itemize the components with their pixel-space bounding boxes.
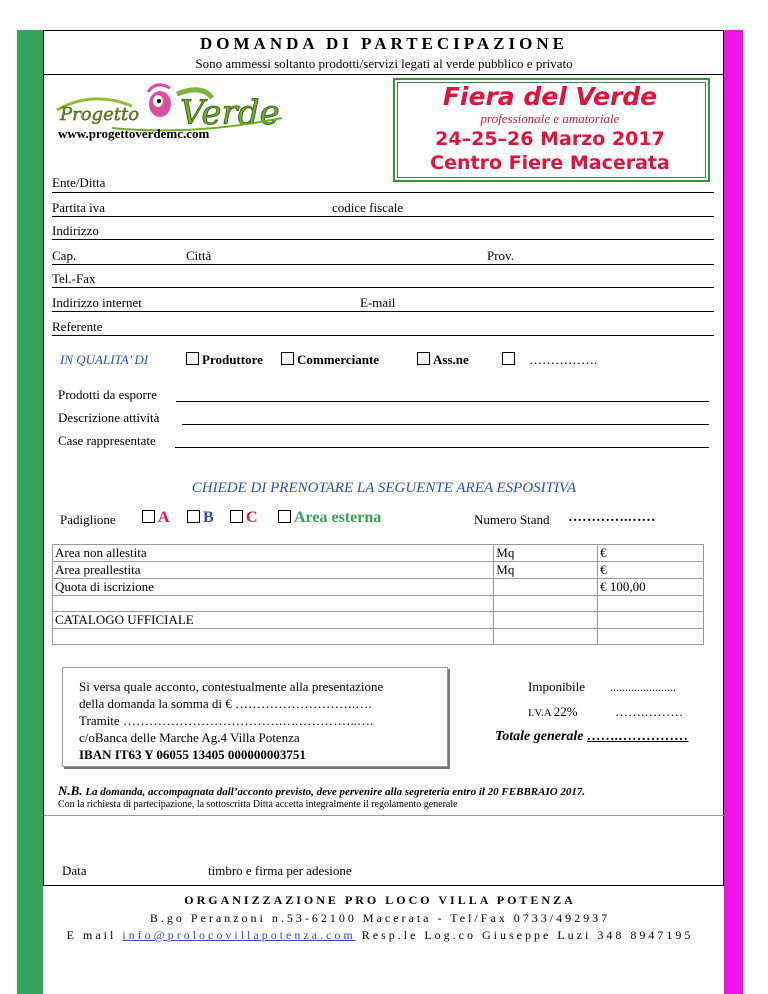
partita-iva-field[interactable] (52, 216, 714, 217)
table-cell[interactable]: Quota di iscrizione (53, 579, 494, 596)
prov-label: Prov. (487, 248, 514, 263)
table-cell[interactable] (494, 612, 598, 629)
signature-label[interactable]: timbro e firma per adesione (208, 863, 352, 878)
table-cell[interactable]: Mq (494, 562, 598, 579)
indirizzo-label: Indirizzo (52, 223, 99, 238)
nb-note: N.B. La domanda, accompagnata dall’acconto previsto, deve pervenire alla segreteria entro il 20 FEBBRAIO 2017. (58, 783, 586, 798)
totale-row (495, 729, 689, 745)
qualita-row (60, 352, 720, 370)
totale-field[interactable]: …….…………… (587, 729, 689, 744)
ente-label: Ente/Ditta (52, 175, 106, 190)
pavilion-a-option[interactable]: A (142, 509, 170, 527)
checkbox-icon[interactable] (142, 510, 155, 523)
table-cell[interactable] (53, 629, 494, 645)
referente-field[interactable] (52, 335, 714, 336)
checkbox-icon[interactable] (230, 510, 243, 523)
checkbox-icon[interactable] (187, 510, 200, 523)
payment-iban: IBAN IT63 Y 06055 13405 000000003751 (79, 747, 306, 762)
table-cell[interactable]: € (598, 562, 704, 579)
table-cell[interactable]: Area preallestita (53, 562, 494, 579)
pavilion-c-option[interactable]: C (230, 509, 258, 527)
pavilion-outdoor-option[interactable]: Area esterna (278, 509, 381, 527)
table-row (53, 629, 704, 645)
table-cell[interactable] (494, 579, 598, 596)
codice-fiscale-label: codice fiscale (332, 200, 404, 215)
footer-responsible: Resp.le Log.co Giuseppe Luzi 348 8947195 (361, 928, 694, 942)
footer-divider (44, 885, 724, 886)
checkbox-icon[interactable] (186, 352, 199, 365)
padiglione-row (60, 509, 710, 531)
notes-divider (44, 815, 724, 816)
table-row (53, 612, 704, 629)
imponibile-field[interactable]: ...................... (610, 680, 676, 694)
table-cell[interactable]: € 100,00 (598, 579, 704, 596)
prodotti-label: Prodotti da esporre (58, 387, 157, 402)
table-row (53, 545, 704, 562)
internet-label: Indirizzo internet (52, 295, 142, 310)
page-title: DOMANDA DI PARTECIPAZIONE (200, 34, 568, 53)
stand-field[interactable]: ………….…… (568, 510, 656, 525)
left-green-stripe (17, 30, 43, 994)
svg-text:Progetto: Progetto (60, 104, 140, 125)
payment-line1: Si versa quale acconto, contestualmente alla presentazione (79, 679, 384, 694)
checkbox-icon[interactable] (417, 352, 430, 365)
svg-text:Verde: Verde (180, 93, 280, 133)
footer-contacts (17, 928, 743, 943)
website-link[interactable]: www.progettoverdemc.com (58, 126, 210, 141)
frame-left-border (43, 30, 44, 886)
payment-method[interactable]: Tramite ……………………………….….…………..…. (79, 713, 374, 728)
checkbox-icon[interactable] (278, 510, 291, 523)
fair-venue: Centro Fiere Macerata (430, 152, 670, 174)
table-cell[interactable] (598, 596, 704, 612)
iva-label: I.V.A 22% (528, 704, 578, 719)
option-associazione[interactable]: Ass.ne (417, 352, 469, 368)
payment-box (62, 667, 448, 767)
signature-row (62, 863, 462, 881)
option-altro[interactable]: ……………. (502, 352, 597, 368)
checkbox-icon[interactable] (502, 352, 515, 365)
case-label: Case rappresentate (58, 433, 156, 448)
cap-label: Cap. (52, 248, 77, 263)
title-divider (44, 74, 724, 75)
footer-organization: ORGANIZZAZIONE PRO LOCO VILLA POTENZA (184, 893, 576, 907)
cap-citta-field[interactable] (52, 264, 714, 265)
table-row (53, 596, 704, 612)
right-magenta-stripe (724, 30, 743, 994)
payment-amount[interactable]: della domanda la somma di € ……………………….…. (79, 696, 372, 711)
table-cell[interactable]: Area non allestita (53, 545, 494, 562)
table-cell[interactable]: Mq (494, 545, 598, 562)
padiglione-label: Padiglione (60, 512, 116, 527)
table-cell[interactable] (598, 629, 704, 645)
table-cell[interactable] (598, 612, 704, 629)
email-prefix: E mail (66, 928, 117, 942)
option-commerciante[interactable]: Commerciante (281, 352, 379, 368)
ente-field[interactable] (52, 192, 714, 193)
payment-bank: c/oBanca delle Marche Ag.4 Villa Potenza (79, 730, 300, 745)
table-cell[interactable]: CATALOGO UFFICIALE (53, 612, 494, 629)
totale-label: Totale generale (495, 729, 584, 744)
table-row (53, 562, 704, 579)
referente-label: Referente (52, 319, 103, 334)
table-cell[interactable]: € (598, 545, 704, 562)
imponibile-label: Imponibile (528, 679, 586, 694)
partita-iva-label: Partita iva (52, 200, 106, 215)
case-field[interactable] (175, 447, 709, 448)
top-border (43, 30, 724, 31)
qualita-label: IN QUALITA’ DI (60, 352, 149, 367)
citta-label: Città (186, 248, 212, 263)
email-label: E-mail (360, 295, 396, 310)
table-row (53, 579, 704, 596)
indirizzo-field[interactable] (52, 239, 714, 240)
fair-title: Fiera del Verde (442, 82, 658, 111)
fair-dates: 24–25–26 Marzo 2017 (435, 128, 665, 150)
stand-label: Numero Stand (474, 512, 550, 527)
frame-right-border (723, 30, 724, 886)
table-cell[interactable] (494, 629, 598, 645)
option-produttore[interactable]: Produttore (186, 352, 263, 368)
table-cell[interactable] (53, 596, 494, 612)
area-table (52, 544, 704, 645)
pavilion-b-option[interactable]: B (187, 509, 214, 527)
fair-subtitle: professionale e amatoriale (480, 111, 620, 126)
iva-field[interactable]: …….……… (615, 704, 684, 719)
tel-fax-field[interactable] (52, 287, 714, 288)
footer-address: B.go Peranzoni n.53-62100 Macerata - Tel/Fax 0733/492937 (149, 911, 611, 925)
request-title: CHIEDE DI PRENOTARE LA SEGUENTE AREA ESPOSITIVA (191, 480, 577, 496)
checkbox-icon[interactable] (281, 352, 294, 365)
accept-text: Con la richiesta di partecipazione, la sottoscritta Ditta accetta integralmente il regolamento generale (58, 799, 458, 810)
tel-fax-label: Tel.-Fax (52, 271, 96, 286)
table-cell[interactable] (494, 596, 598, 612)
internet-email-field[interactable] (52, 311, 714, 312)
attivita-label: Descrizione attività (58, 410, 160, 425)
email-link[interactable]: info@prolocovillapotenza.com (122, 928, 356, 942)
page-subtitle: Sono ammessi soltanto prodotti/servizi legati al verde pubblico e privato (195, 56, 573, 71)
prodotti-field[interactable] (176, 401, 709, 402)
attivita-field[interactable] (182, 424, 709, 425)
date-label[interactable]: Data (62, 863, 87, 878)
